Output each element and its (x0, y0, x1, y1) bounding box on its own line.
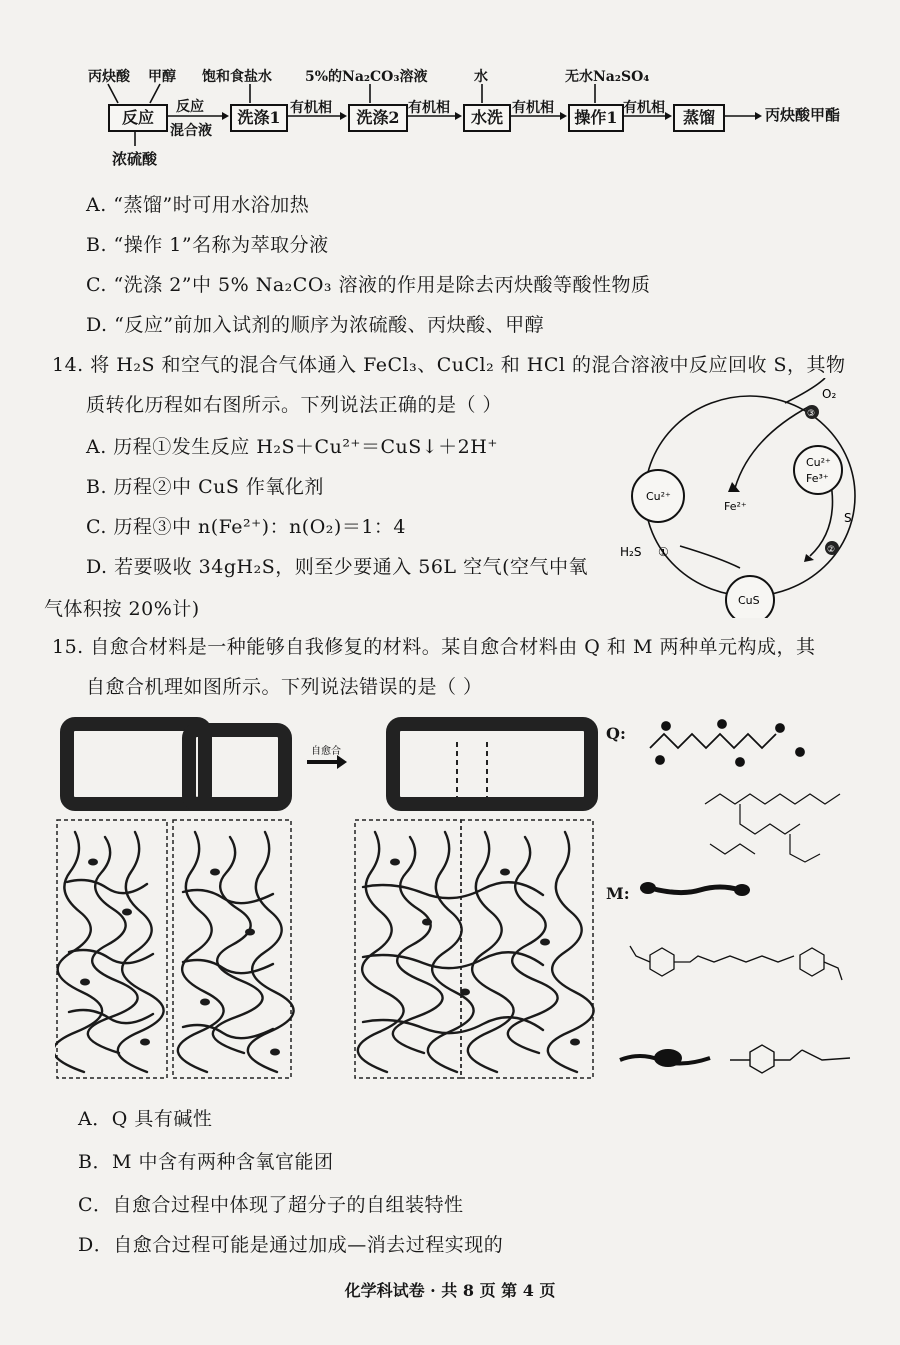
q14-option-d-line1: D. 若要吸收 34gH₂S，则至少要通入 56L 空气(空气中氧 (86, 556, 589, 578)
q15-option-b: B．M 中含有两种含氧官能团 (78, 1151, 334, 1173)
arrow-label-organic-3: 有机相 (512, 100, 554, 116)
fe3-label: Fe³⁺ (806, 472, 829, 485)
q14-cycle-diagram (600, 378, 870, 618)
cu2-fe-node (794, 446, 842, 494)
arrow-label-reaction: 反应 (176, 99, 204, 115)
box-water-wash: 水洗 (463, 104, 511, 132)
reagent-na2co3: 5%的Na₂CO₃溶液 (305, 69, 428, 85)
box-reaction: 反应 (108, 104, 168, 132)
h2s-label: H₂S (620, 545, 642, 559)
q14-stem-line1: 14. 将 H₂S 和空气的混合气体通入 FeCl₃、CuCl₂ 和 HCl 的混合溶液中反应回收 S，其物 (52, 354, 846, 376)
q15-self-healing-figure (55, 712, 600, 1084)
q14-option-a: A. 历程①发生反应 H₂S＋Cu²⁺＝CuS↓＋2H⁺ (86, 436, 498, 458)
cu2-fe-label: Cu²⁺ (806, 456, 831, 469)
reagent-na2so4: 无水Na₂SO₄ (565, 69, 650, 85)
step1-label: ① (658, 545, 669, 559)
flow-arrows (0, 0, 900, 160)
q-unit-structure-bottom (700, 774, 860, 870)
m-unit-label: M: (606, 884, 630, 903)
arrow-label-organic-1: 有机相 (290, 100, 332, 116)
q15-stem-line1: 15. 自愈合材料是一种能够自我修复的材料。某自愈合材料由 Q 和 M 两种单元构成，其 (52, 636, 816, 658)
q14-option-b: B. 历程②中 CuS 作氧化剂 (86, 476, 324, 498)
q13-option-c: C. “洗涤 2”中 5% Na₂CO₃ 溶液的作用是除去丙炔酸等酸性物质 (86, 274, 651, 296)
step3-label: ③ (807, 409, 816, 419)
q15-option-c: C．自愈合过程中体现了超分子的自组装特性 (78, 1194, 464, 1216)
reagent-sulfuric-acid: 浓硫酸 (112, 150, 158, 168)
box-operation1: 操作1 (568, 104, 624, 132)
q13-option-d: D. “反应”前加入试剂的顺序为浓硫酸、丙炔酸、甲醇 (86, 314, 545, 336)
page-footer: 化学科试卷 · 共 8 页 第 4 页 (344, 1281, 556, 1300)
reagent-water: 水 (474, 69, 488, 85)
product-label: 丙炔酸甲酯 (765, 106, 841, 124)
q15-option-d: D．自愈合过程可能是通过加成—消去过程实现的 (78, 1234, 504, 1256)
cu2-label: Cu²⁺ (646, 490, 671, 503)
box-distillation: 蒸馏 (673, 104, 725, 132)
step2-label: ② (827, 545, 836, 555)
arrow-label-mixture: 混合液 (170, 123, 212, 139)
q-unit-label: Q: (606, 724, 626, 743)
reagent-propiolic-acid: 丙炔酸 (88, 69, 130, 85)
q14-option-c: C. 历程③中 n(Fe²⁺)：n(O₂)＝1：4 (86, 516, 407, 538)
fe2-label: Fe²⁺ (724, 500, 747, 513)
m-unit-structures (610, 870, 870, 1102)
q13-option-b: B. “操作 1”名称为萃取分液 (86, 234, 329, 256)
cus-label: CuS (738, 594, 760, 607)
self-heal-arrow-label: 自愈合 (311, 746, 341, 757)
arrow-label-organic-4: 有机相 (623, 100, 665, 116)
q-unit-structure-top (630, 708, 850, 774)
box-wash2: 洗涤2 (348, 104, 408, 132)
reagent-methanol: 甲醇 (148, 69, 176, 85)
q15-stem-line2: 自愈合机理如图所示。下列说法错误的是（ ） (86, 676, 483, 698)
reagent-brine: 饱和食盐水 (202, 69, 272, 85)
s-label: S (844, 511, 852, 525)
arrow-label-organic-2: 有机相 (408, 100, 450, 116)
q14-stem-line2: 质转化历程如右图所示。下列说法正确的是（ ） (86, 394, 503, 416)
q15-option-a: A．Q 具有碱性 (78, 1108, 213, 1130)
q14-option-d-line2: 气体积按 20%计) (44, 598, 200, 620)
o2-label: O₂ (822, 387, 837, 401)
q13-option-a: A. “蒸馏”时可用水浴加热 (86, 194, 310, 216)
box-wash1: 洗涤1 (230, 104, 288, 132)
